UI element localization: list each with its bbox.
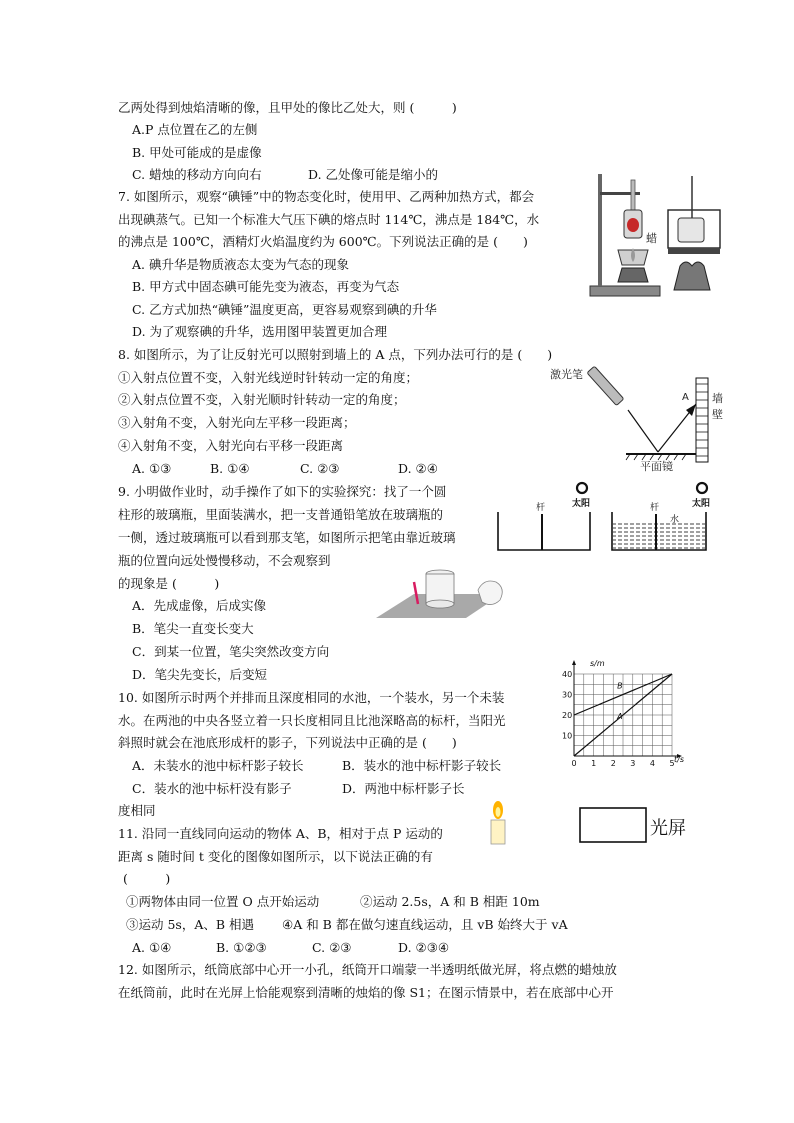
q10-stem-line-3: 斜照时就会在池底形成杆的影子，下列说法中正确的是 ( ) [118, 735, 457, 750]
bottle-pencil-figure [374, 560, 512, 622]
paper-tube [580, 808, 646, 842]
q8-item-2: ②入射点位置不变，入射光顺时针转动一定的角度； [118, 392, 406, 407]
q6-stem-line: 乙两处得到烛焰清晰的像，且甲处的像比乙处大，则 ( ) [118, 100, 457, 115]
q9-option-b: B．笔尖一直变长变大 [132, 621, 254, 636]
incident-ray [628, 410, 658, 452]
q12-stem-line-1: 12. 如图所示，纸筒底部中心开一小孔，纸筒开口端蒙一半透明纸做光屏，将点燃的蜡烛放 [118, 962, 617, 977]
q11-item-2: ②运动 2.5s，A 和 B 相距 10m [360, 894, 540, 909]
q11-option-c: C. ②③ [312, 940, 352, 955]
q10-option-a: A．未装水的池中标杆影子较长 [132, 758, 304, 773]
q11-option-b: B. ①②③ [216, 940, 267, 955]
st-graph-chart [556, 656, 686, 780]
laser-pen-label: 激光笔 [550, 368, 583, 381]
burner-1 [618, 268, 648, 282]
wall-label-1: 墙 [712, 392, 723, 405]
x-tick-label: 1 [591, 759, 597, 768]
q11-stem-line-2: 距离 s 随时间 t 变化的图像如图所示，以下说法正确的有 [118, 849, 433, 864]
laser-pen-icon [587, 366, 624, 405]
q11-option-a: A. ①④ [132, 940, 172, 955]
q6-option-d: D. 乙处像可能是缩小的 [308, 167, 439, 182]
iodine-bulb-yi [678, 218, 704, 242]
water-fill [613, 522, 705, 549]
tripod-top [668, 248, 720, 254]
x-tick-label: 2 [610, 759, 616, 768]
y-tick-label: 30 [562, 690, 573, 700]
point-a-label: A [682, 392, 689, 403]
rod-label-left: 杆 [536, 503, 546, 513]
series-label-b: B [617, 681, 623, 691]
burner-yi [674, 262, 710, 290]
q11-item-3: ③运动 5s，A、B 相遇 [126, 917, 255, 932]
empty-pool [498, 512, 590, 550]
q11-item-1: ①两物体由同一位置 O 点开始运动 [126, 894, 320, 909]
q11-stem-line-3: ( ) [123, 871, 171, 886]
candle-figure [486, 800, 518, 846]
q7-stem-line-1: 7. 如图所示，观察“碘锤”中的物态变化时，使用甲、乙两种加热方式，都会 [118, 189, 535, 204]
q11-item-4: ④A 和 B 都在做匀速直线运动，且 vB 始终大于 vA [282, 917, 568, 932]
q12-stem-line-2: 在纸筒前，此时在光屏上恰能观察到清晰的烛焰的像 S1；在图示情景中，若在底部中心开 [118, 985, 614, 1000]
q9-option-a: A．先成虚像，后成实像 [132, 598, 267, 613]
q8-item-4: ④入射角不变，入射光向右平移一段距离 [118, 438, 344, 453]
iodine-red [627, 218, 639, 232]
pools-figure [492, 478, 720, 558]
paper-tube-figure [578, 806, 694, 846]
q11-option-d: D. ②③④ [398, 940, 450, 955]
q9-stem-line-3: 一侧，透过玻璃瓶可以看到那支笔，如图所示把笔由靠近玻璃 [118, 530, 456, 545]
hand-icon [478, 581, 502, 605]
x-tick-label: 5 [669, 759, 675, 768]
q8-option-d: D. ②④ [398, 461, 438, 476]
q8-item-3: ③入射角不变，入射光向左平移一段距离； [118, 415, 356, 430]
q8-stem: 8. 如图所示，为了让反射光可以照射到墙上的 A 点，下列办法可行的是 ( ) [118, 347, 553, 362]
x-tick-label: 0 [571, 759, 577, 768]
q11-stem-line-1: 11. 沿同一直线同向运动的物体 A、B，相对于点 P 运动的 [118, 826, 443, 841]
x-axis-label: t/s [674, 755, 684, 764]
sun-icon-left [577, 483, 587, 493]
laser-reflection-figure [536, 360, 726, 472]
y-tick-label: 10 [562, 731, 573, 741]
screen-label: 光屏 [650, 818, 686, 839]
q10-stem-line-2: 水。在两池的中央各竖立着一只长度相同且比池深略高的标杆，当阳光 [118, 713, 506, 728]
q8-option-c: C. ②③ [300, 461, 340, 476]
q9-option-d: D．笔尖先变长，后变短 [132, 667, 268, 682]
q9-stem-line-2: 柱形的玻璃瓶，里面装满水，把一支普通铅笔放在玻璃瓶的 [118, 507, 444, 522]
stand-base [590, 286, 660, 296]
wall-label-2: 壁 [712, 408, 723, 421]
stand-pole [598, 174, 602, 286]
q7-stem-line-3: 的沸点是 100℃，酒精灯火焰温度约为 600℃。下列说法正确的是 ( ) [118, 234, 528, 249]
q7-option-b: B. 甲方式中固态碘可能先变为液态，再变为气态 [132, 279, 400, 294]
q9-stem-line-4: 瓶的位置向远处慢慢移动，不会观察到 [118, 553, 331, 568]
y-tick-label: 40 [562, 670, 573, 679]
q10-stem-line-1: 10. 如图所示时两个并排而且深度相同的水池，一个装水，另一个未装 [118, 690, 505, 705]
y-axis-arrow [572, 660, 576, 665]
q6-option-b: B. 甲处可能成的是虚像 [132, 145, 262, 160]
q8-option-a: A. ①③ [132, 461, 172, 476]
y-tick-label: 20 [562, 711, 573, 720]
y-axis-label: s/m [590, 659, 605, 668]
candle-body [491, 820, 505, 844]
q7-option-a: A. 碘升华是物质液态太变为气态的现象 [132, 257, 349, 272]
q10-option-d: D．两池中标杆影子长 [342, 781, 465, 796]
q10-option-b: B．装水的池中标杆影子较长 [342, 758, 502, 773]
glass-bottle [426, 574, 454, 604]
rod-label-right: 杆 [650, 503, 660, 513]
q10-option-d-cont: 度相同 [118, 803, 156, 818]
water-label: 水 [670, 515, 680, 525]
q7-stem-line-2: 出现碘蒸气。已知一个标准大气压下碘的熔点时 114℃，沸点是 184℃，水 [118, 212, 540, 227]
q6-option-c: C. 蜡烛的移动方向向右 [132, 167, 262, 182]
q9-option-c: C．到某一位置，笔尖突然改变方向 [132, 644, 330, 659]
q10-option-c: C．装水的池中标杆没有影子 [132, 781, 292, 796]
q7-option-c: C. 乙方式加热“碘锤”温度更高，更容易观察到碘的升华 [132, 302, 437, 317]
q8-item-1: ①入射点位置不变，入射光线逆时针转动一定的角度； [118, 370, 419, 385]
iodine-apparatus-figure [586, 170, 736, 302]
q7-option-d: D. 为了观察碘的升华，选用图甲装置更加合理 [132, 324, 388, 339]
x-tick-label: 3 [630, 759, 636, 768]
iodine-label: 蜡 [646, 232, 657, 245]
wall [696, 378, 708, 462]
q9-stem-line-5: 的现象是 ( ) [118, 576, 220, 591]
sun-label-left: 太阳 [572, 499, 591, 509]
sun-icon-right [697, 483, 707, 493]
q6-option-a: A.P 点位置在乙的左侧 [132, 122, 258, 137]
mirror-label: 平面镜 [640, 460, 673, 472]
q8-option-b: B. ①④ [210, 461, 250, 476]
x-tick-label: 4 [649, 759, 655, 768]
sun-label-right: 太阳 [692, 499, 711, 509]
q9-stem-line-1: 9. 小明做作业时，动手操作了如下的实验探究：找了一个圆 [118, 484, 447, 499]
series-label-a: A [617, 712, 623, 722]
